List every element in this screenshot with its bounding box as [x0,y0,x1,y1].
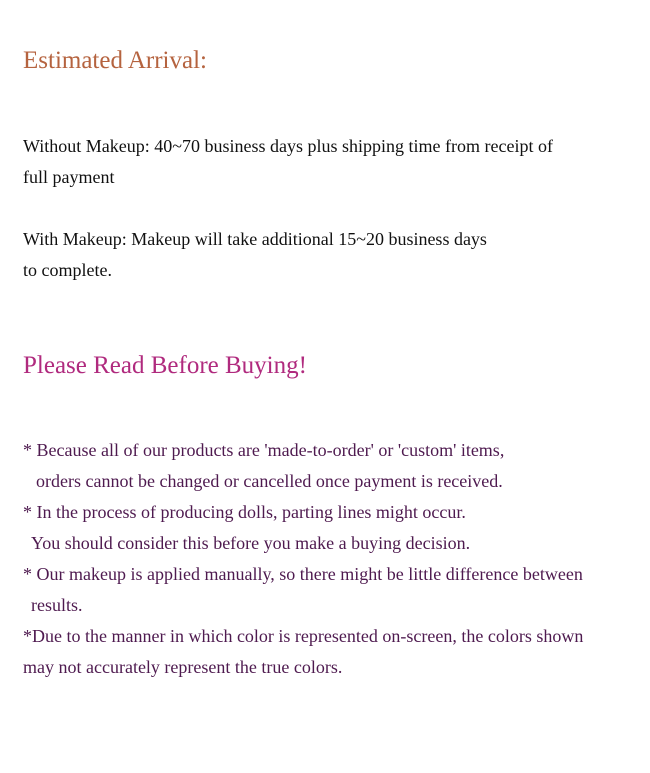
without-makeup-line-1: Without Makeup: 40~70 business days plus shipping time from receipt of [23,136,553,156]
without-makeup-line-2: full payment [23,167,115,187]
with-makeup-line-2: to complete. [23,260,112,280]
with-makeup-line-1: With Makeup: Makeup will take additional 15~20 business days [23,229,487,249]
notice-line: orders cannot be changed or cancelled once payment is received. [36,471,503,491]
notice-line: *Due to the manner in which color is represented on-screen, the colors shown [23,626,584,646]
notice-line: * In the process of producing dolls, parting lines might occur. [23,502,466,522]
notice-line: You should consider this before you make a buying decision. [31,533,471,553]
notice-line: * Our makeup is applied manually, so there might be little difference between [23,564,583,584]
notice-line: * Because all of our products are 'made-to-order' or 'custom' items, [23,440,505,460]
estimated-arrival-heading: Estimated Arrival: [23,47,207,74]
please-read-heading: Please Read Before Buying! [23,352,307,379]
notice-line: results. [31,595,83,615]
notice-line: may not accurately represent the true colors. [23,657,343,677]
